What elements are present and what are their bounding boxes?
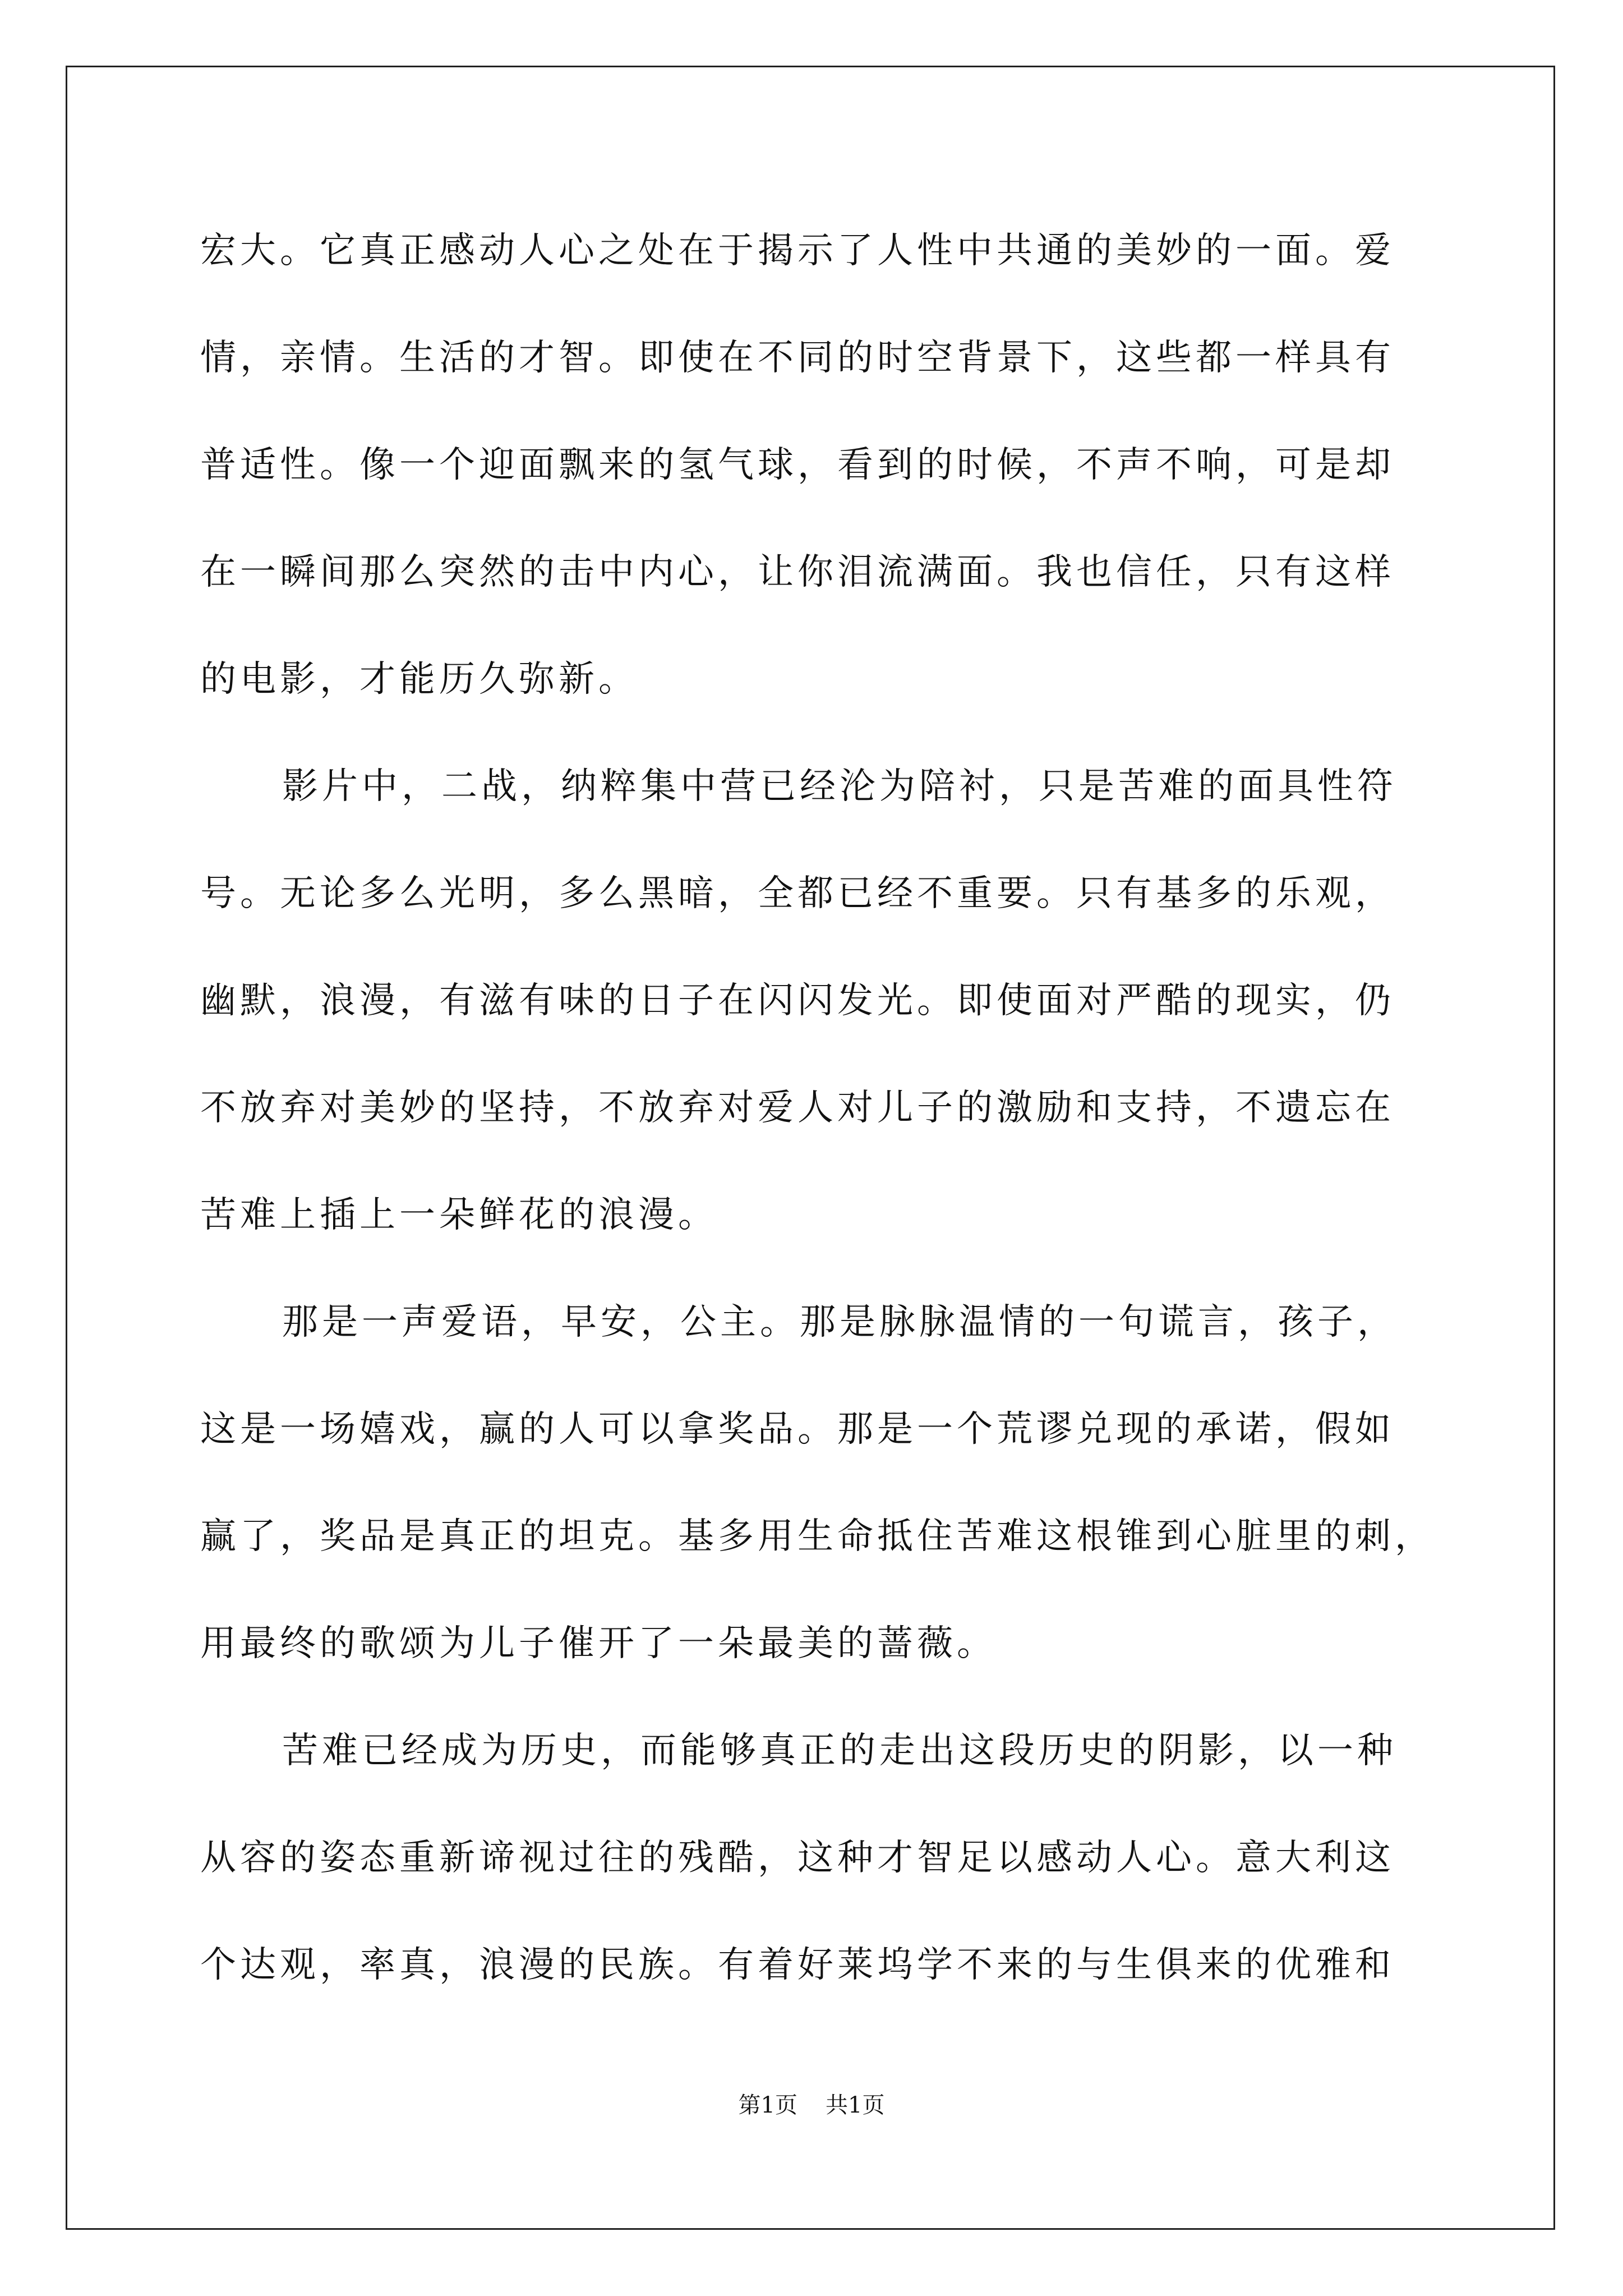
- text-line: 幽默，浪漫，有滋有味的日子在闪闪发光。即使面对严酷的现实，仍: [200, 980, 1395, 1022]
- text-line: 赢了，奖品是真正的坦克。基多用生命抵住苦难这根锥到心脏里的刺，: [200, 1516, 1435, 1557]
- text-line: 情，亲情。生活的才智。即使在不同的时空背景下，这些都一样具有: [200, 337, 1395, 379]
- text-line: 在一瞬间那么突然的击中内心，让你泪流满面。我也信任，只有这样: [200, 551, 1395, 593]
- text-line: 的电影，才能历久弥新。: [200, 659, 638, 700]
- page-border: [66, 66, 1555, 2230]
- text-line: 从容的姿态重新谛视过往的残酷，这种才智足以感动人心。意大利这: [200, 1837, 1395, 1879]
- text-line: 用最终的歌颂为儿子催开了一朵最美的蔷薇。: [200, 1623, 997, 1664]
- text-line: 这是一场嬉戏，赢的人可以拿奖品。那是一个荒谬兑现的承诺，假如: [200, 1409, 1395, 1450]
- page-footer: [0, 2094, 1623, 2116]
- paragraph-first-line: 影片中，二战，纳粹集中营已经沦为陪衬，只是苦难的面具性符: [282, 766, 1397, 807]
- page-total: 共1页: [826, 2092, 885, 2118]
- text-line: 号。无论多么光明，多么黑暗，全都已经不重要。只有基多的乐观，: [200, 873, 1395, 914]
- paragraph-first-line: 苦难已经成为历史，而能够真正的走出这段历史的阴影，以一种: [282, 1730, 1397, 1772]
- text-line: 普适性。像一个迎面飘来的氢气球，看到的时候，不声不响，可是却: [200, 444, 1395, 486]
- text-line: 个达观，率真，浪漫的民族。有着好莱坞学不来的与生俱来的优雅和: [200, 1944, 1395, 1986]
- paragraph-first-line: 那是一声爱语，早安，公主。那是脉脉温情的一句谎言，孩子，: [282, 1301, 1397, 1343]
- text-line: 宏大。它真正感动人心之处在于揭示了人性中共通的美妙的一面。爱: [200, 230, 1395, 272]
- text-line: 不放弃对美妙的坚持，不放弃对爱人对儿子的激励和支持，不遗忘在: [200, 1087, 1395, 1129]
- page-number: 第1页: [738, 2092, 797, 2118]
- text-line: 苦难上插上一朵鲜花的浪漫。: [200, 1194, 718, 1236]
